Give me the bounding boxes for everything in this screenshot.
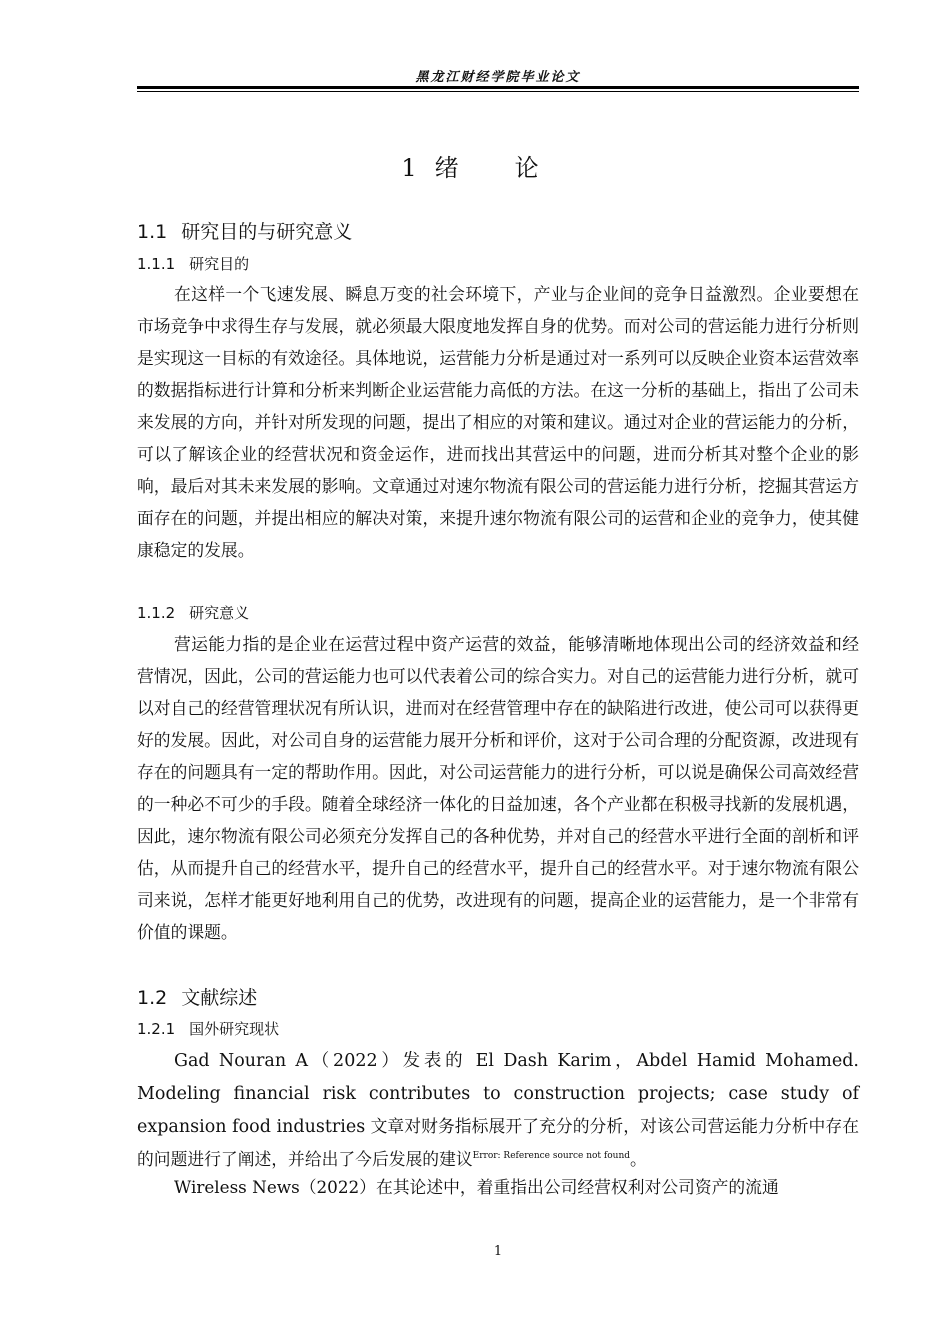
subsection-heading-1-2-1 (137, 1018, 279, 1039)
sentence-end: 。 (630, 1149, 647, 1169)
paragraph-foreign-study-1 (137, 1044, 859, 1175)
section-title: 文献综述 (181, 987, 258, 1009)
subsection-number: 1.1.2 (137, 604, 176, 622)
page-number: 1 (493, 1244, 503, 1259)
header-rule-thin (137, 91, 859, 92)
header-rule-thick (137, 86, 859, 89)
running-header: 黑龙江财经学院毕业论文 (415, 70, 581, 85)
chapter-title (137, 148, 859, 183)
subsection-heading-1-1-1 (137, 253, 249, 274)
subsection-title: 国外研究现状 (189, 1020, 280, 1038)
section-number: 1.2 (137, 987, 168, 1009)
paragraph-significance: 营运能力指的是企业在运营过程中资产运营的效益，能够清晰地体现出公司的经济效益和经营情况，因此，公司的营运能力也可以代表着公司的综合实力。对自己的运营能力进行分析，就可以对自己的经营管理状况有所认识，进而对在经营管理中存在的缺陷进行改进，使公司可以获得更好的发展。因此，对公司自身的运营能力展开分析和评价，这对于公司合理的分配资源，改进现有存在的问题具有一定的帮助作用。因此，对公司运营能力的进行分析，可以说是确保公司高效经营的一种必不可少的手段。随着全球经济一体化的日益加速，各个产业都在积极寻找新的发展机遇，因此，速尔物流有限公司必须充分发挥自己的各种优势，并对自己的经营水平进行全面的剖析和评估，从而提升自己的经营水平，提升自己的经营水平，提升自己的经营水平。对于速尔物流有限公司来说，怎样才能更好地利用自己的优势，改进现有的问题，提高企业的运营能力，是一个非常有价值的课题。 (137, 634, 859, 942)
subsection-title: 研究意义 (189, 604, 250, 622)
paragraph-foreign-study-2: Wireless News（2022）在其论述中，着重指出公司经营权利对公司资产的流通 (174, 1177, 779, 1197)
citation-text: Gad Nouran A（2022）发表的 El Dash Karim，Abdel Hamid Mohamed. Modeling financial risk contributes to construction projects; case study of expansion food industries (137, 1051, 859, 1137)
subsection-number: 1.2.1 (137, 1020, 176, 1038)
subsection-heading-1-1-2 (137, 602, 249, 623)
section-heading-1-2 (137, 983, 257, 1010)
chapter-number: 1 (401, 154, 417, 182)
section-heading-1-1 (137, 217, 352, 244)
section-title: 研究目的与研究意义 (181, 221, 353, 243)
citation-summary: 文章对财务指标展开了充分的分析，对该公司营运能力分析中存在的问题进行了阐述，并给出了今后发展的建议 (137, 1116, 860, 1169)
section-number: 1.1 (137, 221, 168, 243)
paragraph-purpose: 在这样一个飞速发展、瞬息万变的社会环境下，产业与企业间的竞争日益激烈。企业要想在市场竞争中求得生存与发展，就必须最大限度地发挥自身的优势。而对公司的营运能力进行分析则是实现这一目标的有效途径。具体地说，运营能力分析是通过对一系列可以反映企业资本运营效率的数据指标进行计算和分析来判断企业运营能力高低的方法。在这一分析的基础上，指出了公司未来发展的方向，并针对所发现的问题，提出了相应的对策和建议。通过对企业的营运能力的分析，可以了解该企业的经营状况和资金运作，进而找出其营运中的问题，进而分析其对整个企业的影响，最后对其未来发展的影响。文章通过对速尔物流有限公司的营运能力进行分析，挖掘其营运方面存在的问题，并提出相应的解决对策，来提升速尔物流有限公司的运营和企业的竞争力，使其健康稳定的发展。 (137, 284, 859, 560)
subsection-title: 研究目的 (189, 255, 250, 273)
chapter-heading: 绪论 (434, 154, 595, 182)
subsection-number: 1.1.1 (137, 255, 176, 273)
reference-error-note: Error: Reference source not found (472, 1151, 630, 1161)
